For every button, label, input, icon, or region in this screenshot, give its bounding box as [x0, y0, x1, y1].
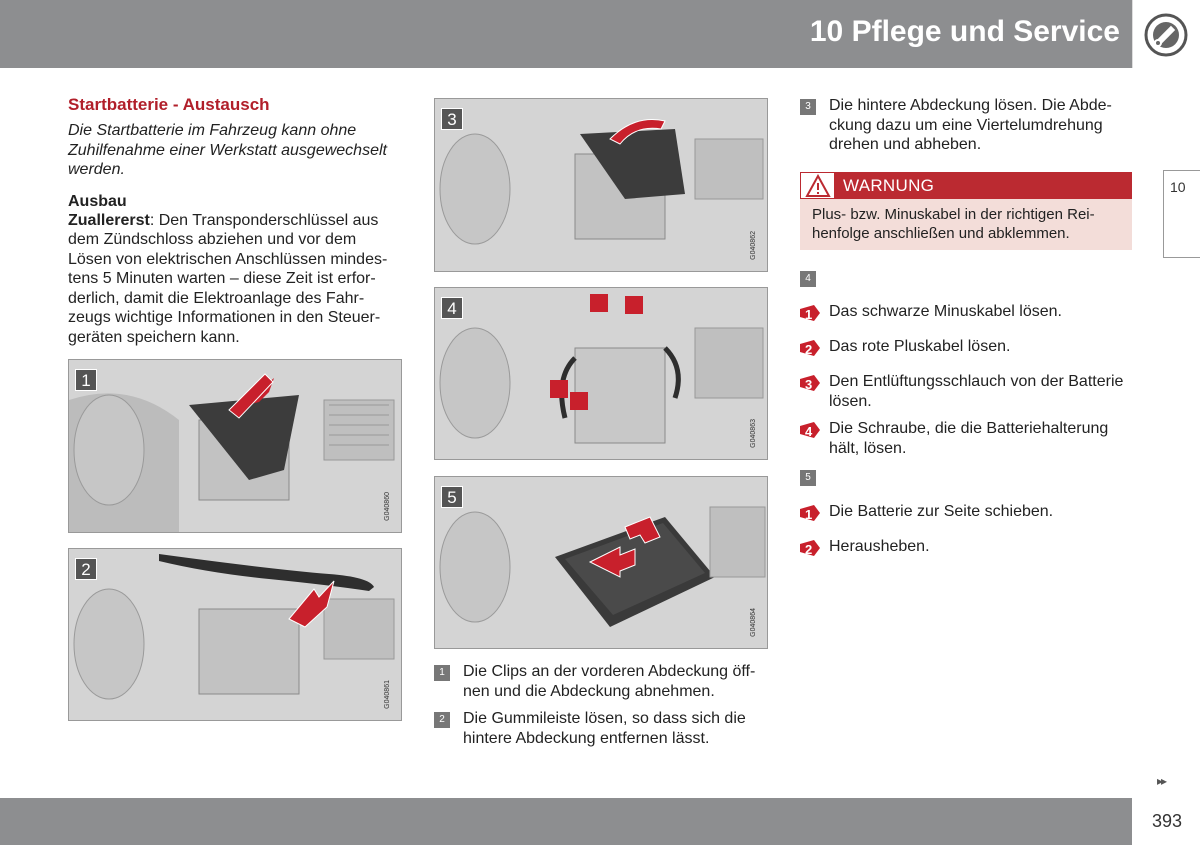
figure-4 [434, 287, 768, 460]
caption-line: Die Schraube, die die Batteriehalterung [829, 420, 1109, 437]
caption-line: ckung dazu um eine Viertelumdrehung [829, 116, 1103, 134]
step-5-marker [800, 467, 830, 489]
engine-bay-illustration [435, 477, 768, 649]
caption-line: Herausheben. [829, 538, 930, 555]
caption-line: drehen und abheben. [829, 136, 982, 153]
body-line: Lösen von elektrischen Anschlüssen mindes- [68, 250, 388, 268]
caption-line: Den Entlüftungsschlauch von der Batterie [829, 373, 1124, 390]
red-number-badge: 2 [800, 340, 820, 356]
figure-number: 5 [441, 486, 463, 508]
page-footer [0, 798, 1200, 845]
body-line: derlich, damit die Elektroanlage des Fahr- [68, 289, 365, 307]
warning-line: henfolge anschließen und abklemmen. [812, 225, 1070, 242]
engine-bay-illustration [435, 99, 768, 272]
figure-code: G040862 [750, 231, 757, 260]
left-column [68, 95, 403, 347]
page-number: 393 [1151, 811, 1182, 831]
chapter-title: 10 Pflege und Service [809, 15, 1120, 48]
step-5-item-1 [800, 502, 1140, 522]
red-number-badge: 3 [800, 375, 820, 391]
step-4-item-4 [800, 419, 1140, 458]
red-number-badge: 1 [800, 505, 820, 521]
body-line: zeugs wichtige Informationen in den Steuer- [68, 309, 381, 326]
figure-code: G040861 [384, 680, 391, 709]
red-number-badge: 4 [800, 422, 820, 438]
warning-text [812, 205, 1124, 243]
figure-number: 4 [441, 297, 463, 319]
step-4-item-1 [800, 302, 1140, 322]
step-badge: 2 [434, 712, 450, 728]
step-5-item-2 [800, 537, 1140, 557]
figure-3 [434, 98, 768, 272]
caption-line: Die Clips an der vorderen Abdeckung öff- [463, 663, 756, 680]
caption-line: lösen. [829, 392, 872, 410]
figure-code: G040864 [750, 608, 757, 637]
caption-line: Das schwarze Minuskabel lösen. [829, 303, 1062, 320]
page-header [0, 0, 1200, 68]
section-title: Startbatterie - Austausch [68, 95, 270, 114]
continue-arrows-icon: ▸▸ [1157, 774, 1166, 788]
warning-triangle-icon [805, 174, 831, 198]
step-badge: 3 [800, 99, 816, 115]
caption-line: Die Gummileiste lösen, so dass sich die [463, 710, 746, 727]
step-4-item-3 [800, 372, 1140, 411]
page-number-box [1132, 798, 1200, 845]
caption-line: Das rote Pluskabel lösen. [829, 338, 1011, 355]
red-number-badge: 2 [800, 540, 820, 556]
figure-code: G040863 [750, 419, 757, 448]
body-line: dem Zündschloss abziehen und vor dem [68, 231, 357, 248]
caption-step-2 [434, 709, 774, 748]
figure-code: G040860 [384, 492, 391, 521]
chapter-side-tab[interactable] [1163, 170, 1200, 258]
engine-bay-illustration [69, 360, 402, 533]
body-line: tens 5 Minuten warten – diese Zeit ist erfor- [68, 270, 376, 287]
body-line: : Den Transponderschlüssel aus [149, 211, 379, 229]
step-badge: 5 [800, 470, 816, 486]
warning-title: WARNUNG [843, 176, 935, 195]
warning-line: Plus- bzw. Minuskabel in der richtigen Rei- [812, 206, 1095, 223]
figure-number: 3 [441, 108, 463, 130]
caption-line: hintere Abdeckung entfernen lässt. [463, 729, 710, 747]
caption-line: Die Batterie zur Seite schieben. [829, 503, 1054, 520]
engine-bay-illustration [69, 549, 402, 721]
figure-1 [68, 359, 402, 533]
warning-header [800, 172, 1132, 199]
warning-icon-box [800, 172, 835, 199]
caption-step-1 [434, 662, 774, 701]
step-badge: 1 [434, 665, 450, 681]
body-line: geräten speichern kann. [68, 328, 240, 346]
step-4-marker [800, 268, 830, 290]
figure-number: 2 [75, 558, 97, 580]
figure-2 [68, 548, 402, 721]
warning-box [800, 172, 1132, 250]
step-4-item-2 [800, 337, 1140, 357]
intro-text: Die Startbatterie im Fahrzeug kann ohne Zuhilfenahme einer Werkstatt ausgewechselt werden. [68, 122, 387, 178]
figure-number: 1 [75, 369, 97, 391]
wrench-gear-icon [1144, 13, 1188, 57]
caption-step-3 [800, 96, 1140, 155]
red-number-badge: 1 [800, 305, 820, 321]
caption-line: nen und die Abdeckung abnehmen. [463, 682, 715, 700]
body-paragraph [68, 211, 403, 348]
subheading-ausbau: Ausbau [68, 192, 127, 210]
chapter-side-tab-label: 10 [1170, 179, 1186, 195]
step-badge: 4 [800, 271, 816, 287]
body-bold-lead: Zuallererst [68, 211, 150, 229]
engine-bay-illustration [435, 288, 768, 460]
figure-5 [434, 476, 768, 649]
caption-line: hält, lösen. [829, 439, 907, 457]
caption-line: Die hintere Abdeckung lösen. Die Abde- [829, 97, 1112, 114]
chapter-icon-box [1132, 0, 1200, 68]
